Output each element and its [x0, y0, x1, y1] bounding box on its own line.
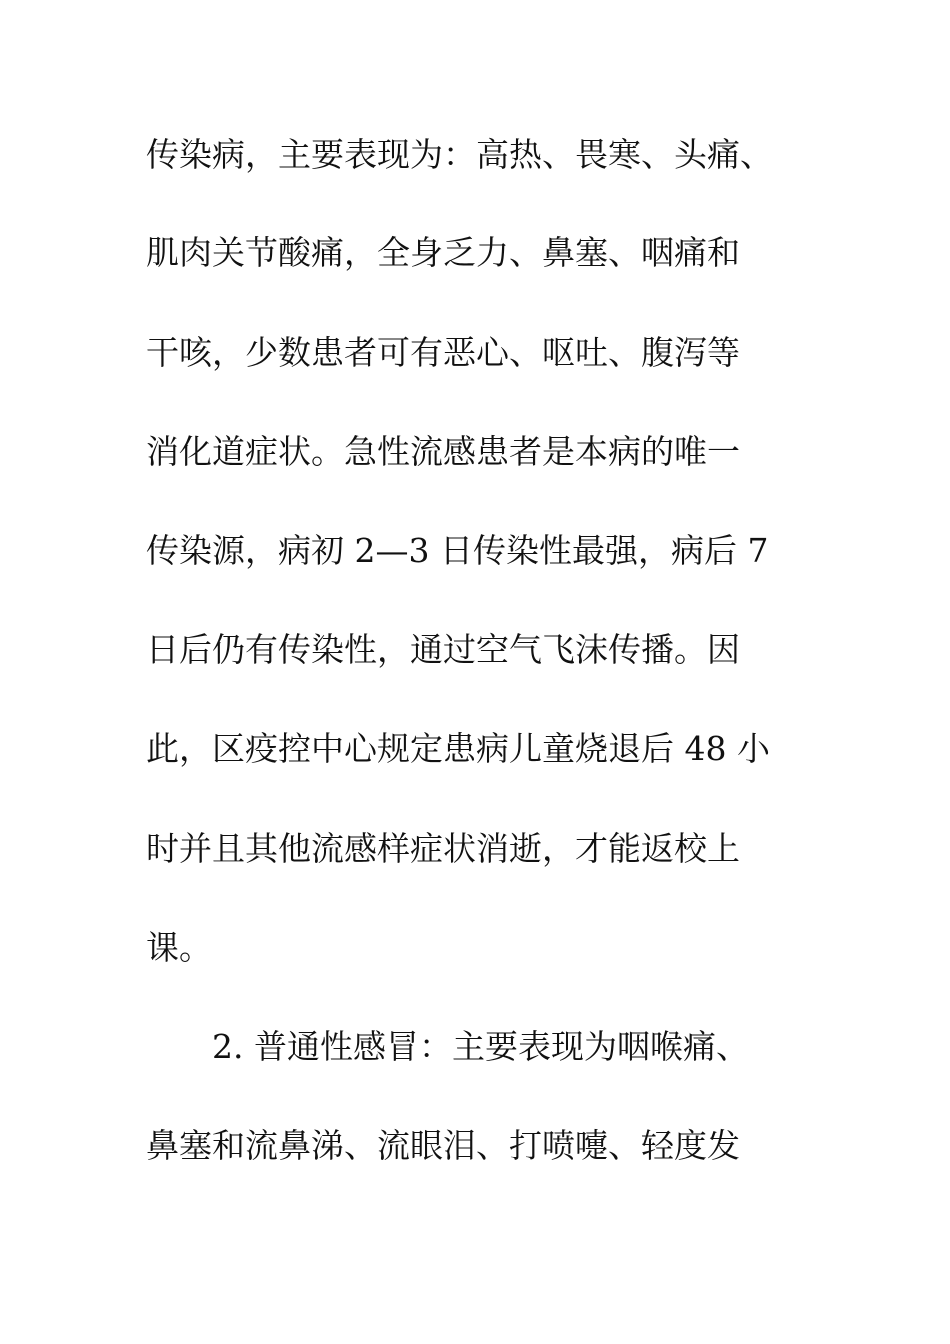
text-line-9: 课。: [146, 928, 212, 967]
text-line-5: 传染源，病初 2—3 日传染性最强，病后 7: [146, 531, 769, 570]
text-line-7: 此，区疫控中心规定患病儿童烧退后 48 小: [146, 729, 770, 768]
text-line-8: 时并且其他流感样症状消逝，才能返校上: [146, 829, 740, 868]
text-line-4: 消化道症状。急性流感患者是本病的唯一: [146, 432, 740, 471]
text-line-11: 鼻塞和流鼻涕、流眼泪、打喷嚏、轻度发: [146, 1126, 740, 1165]
text-line-10-item-heading: 2. 普通性感冒：主要表现为咽喉痛、: [212, 1027, 749, 1066]
text-line-2: 肌肉关节酸痛，全身乏力、鼻塞、咽痛和: [146, 233, 740, 272]
text-line-3: 干咳，少数患者可有恶心、呕吐、腹泻等: [146, 333, 740, 372]
text-line-6: 日后仍有传染性，通过空气飞沫传播。因: [146, 630, 740, 669]
text-line-1: 传染病，主要表现为：高热、畏寒、头痛、: [146, 135, 773, 174]
